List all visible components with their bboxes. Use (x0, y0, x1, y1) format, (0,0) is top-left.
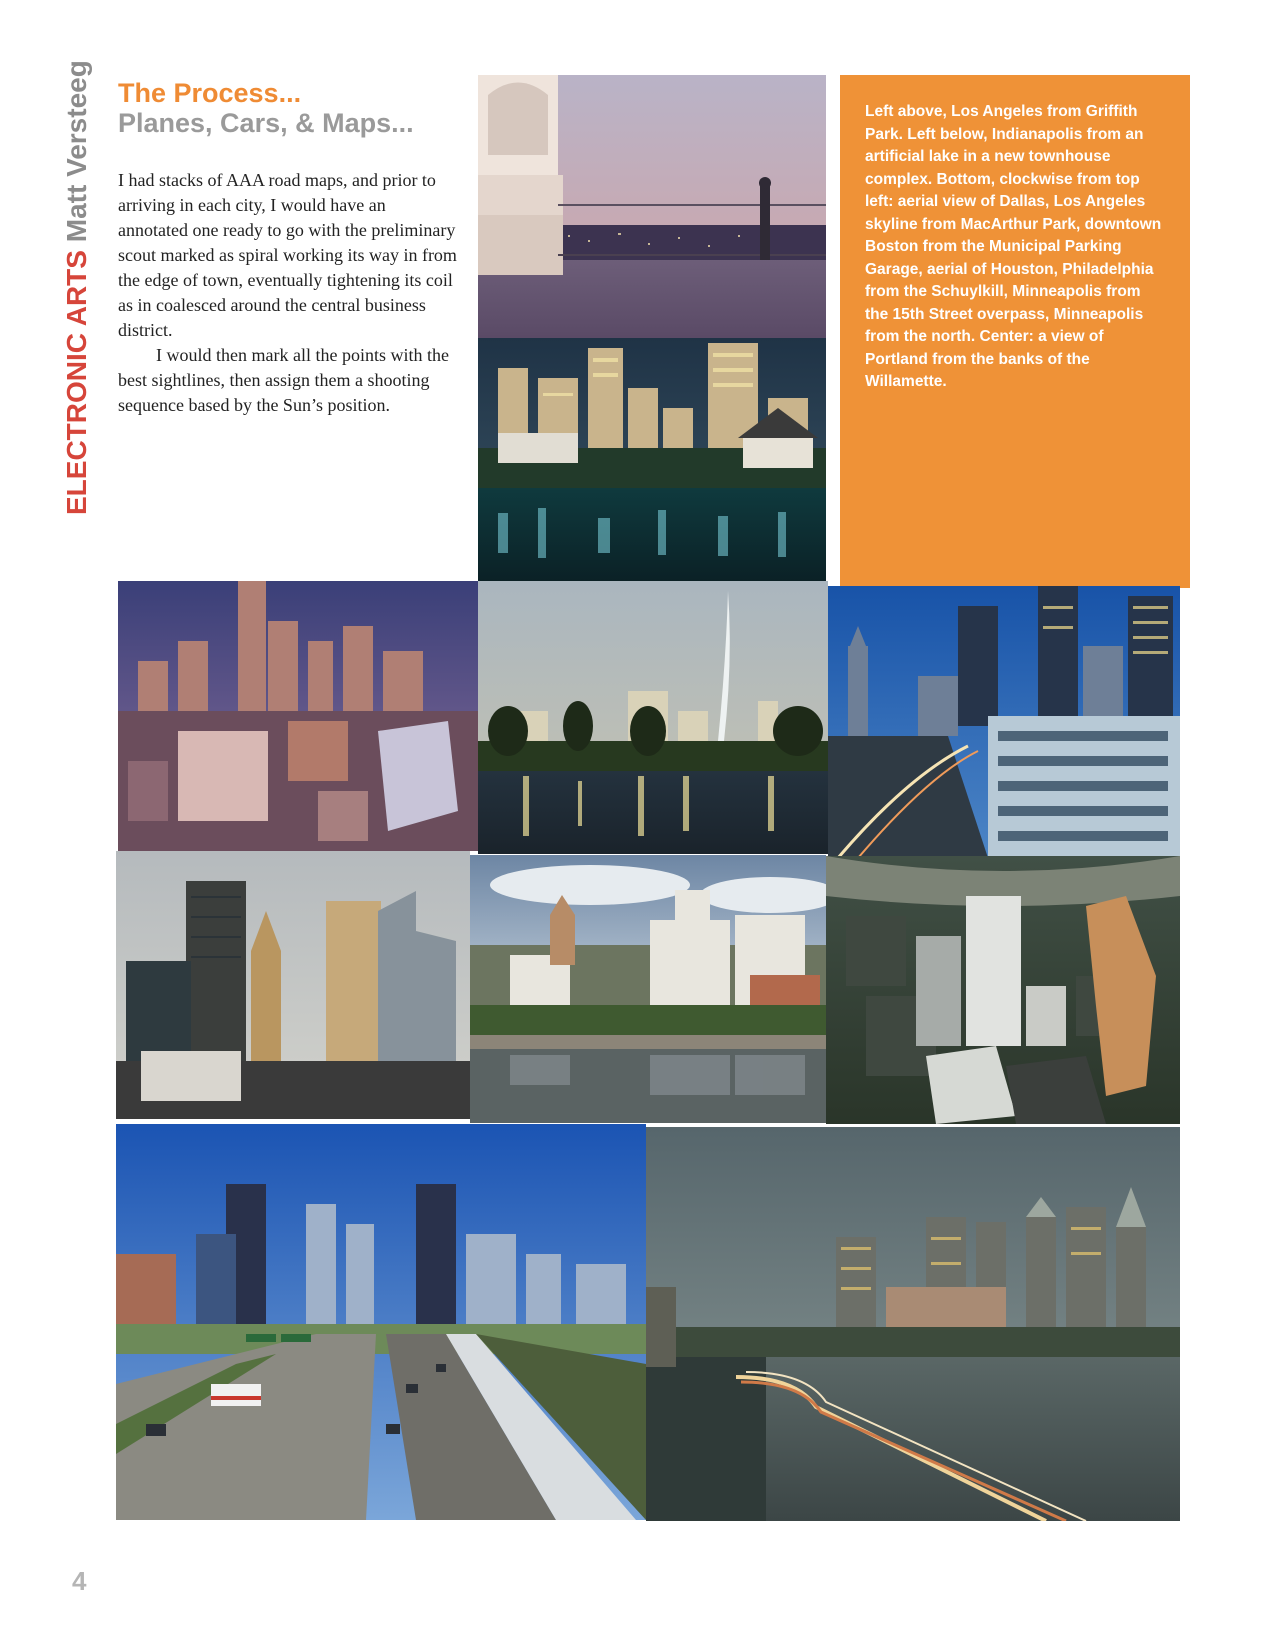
company-name: ELECTRONIC ARTS (61, 250, 92, 515)
photo-macarthur-park (478, 581, 828, 854)
photo-los-angeles-griffith-park (478, 75, 826, 338)
photo-image (470, 855, 826, 1123)
photo-houston-aerial (826, 856, 1180, 1124)
page-number: 4 (72, 1566, 87, 1596)
caption-box (840, 75, 1190, 588)
page-title (118, 78, 414, 138)
photo-image (828, 586, 1180, 858)
title-line: The Process... (118, 78, 302, 108)
photo-image (478, 338, 826, 581)
photo-image (118, 581, 478, 851)
photo-image (478, 75, 826, 338)
photo-image (646, 1127, 1180, 1521)
photo-boston (828, 586, 1180, 858)
photo-dallas-aerial (118, 581, 478, 851)
photo-image (116, 851, 470, 1119)
photo-portland (470, 855, 826, 1123)
photo-image (478, 581, 828, 854)
paragraph-2: I would then mark all the points with the best sightlines, then assign them a shooting sequence based by the Sun’s position. (118, 345, 449, 415)
photo-image (826, 856, 1180, 1124)
photo-minneapolis-overpass (116, 1124, 646, 1520)
photo-image (116, 1124, 646, 1520)
caption-text: Left above, Los Angeles from Griffith Park. Left below, Indianapolis from an artificial lake in a new townhouse complex. Bottom, clockwise from top left: aerial view of Dallas, Los Angeles skyline from MacArthur Park, downtown Boston from the Municipal Parking Garage, aerial of Houston, Philadelphia from the Schuylkill, Minneapolis from the 15th Street overpass, Minneapolis from the north. Center: a view of Portland from the banks of the Willamette. (865, 103, 1162, 390)
photo-indianapolis-lake (478, 338, 826, 581)
author-name: Matt Versteeg (61, 60, 92, 243)
body-text (118, 168, 458, 418)
vertical-sidebar-label (62, 60, 92, 515)
photo-philadelphia-schuylkill (646, 1127, 1180, 1521)
photo-minneapolis-north (116, 851, 470, 1119)
subtitle-line: Planes, Cars, & Maps... (118, 108, 414, 138)
paragraph-1: I had stacks of AAA road maps, and prior to arriving in each city, I would have an annotated one ready to go with the preliminary scout marked as spiral working its way in from the edge of town, eventually tightening its coil as in coalesced around the central business district. (118, 170, 457, 340)
